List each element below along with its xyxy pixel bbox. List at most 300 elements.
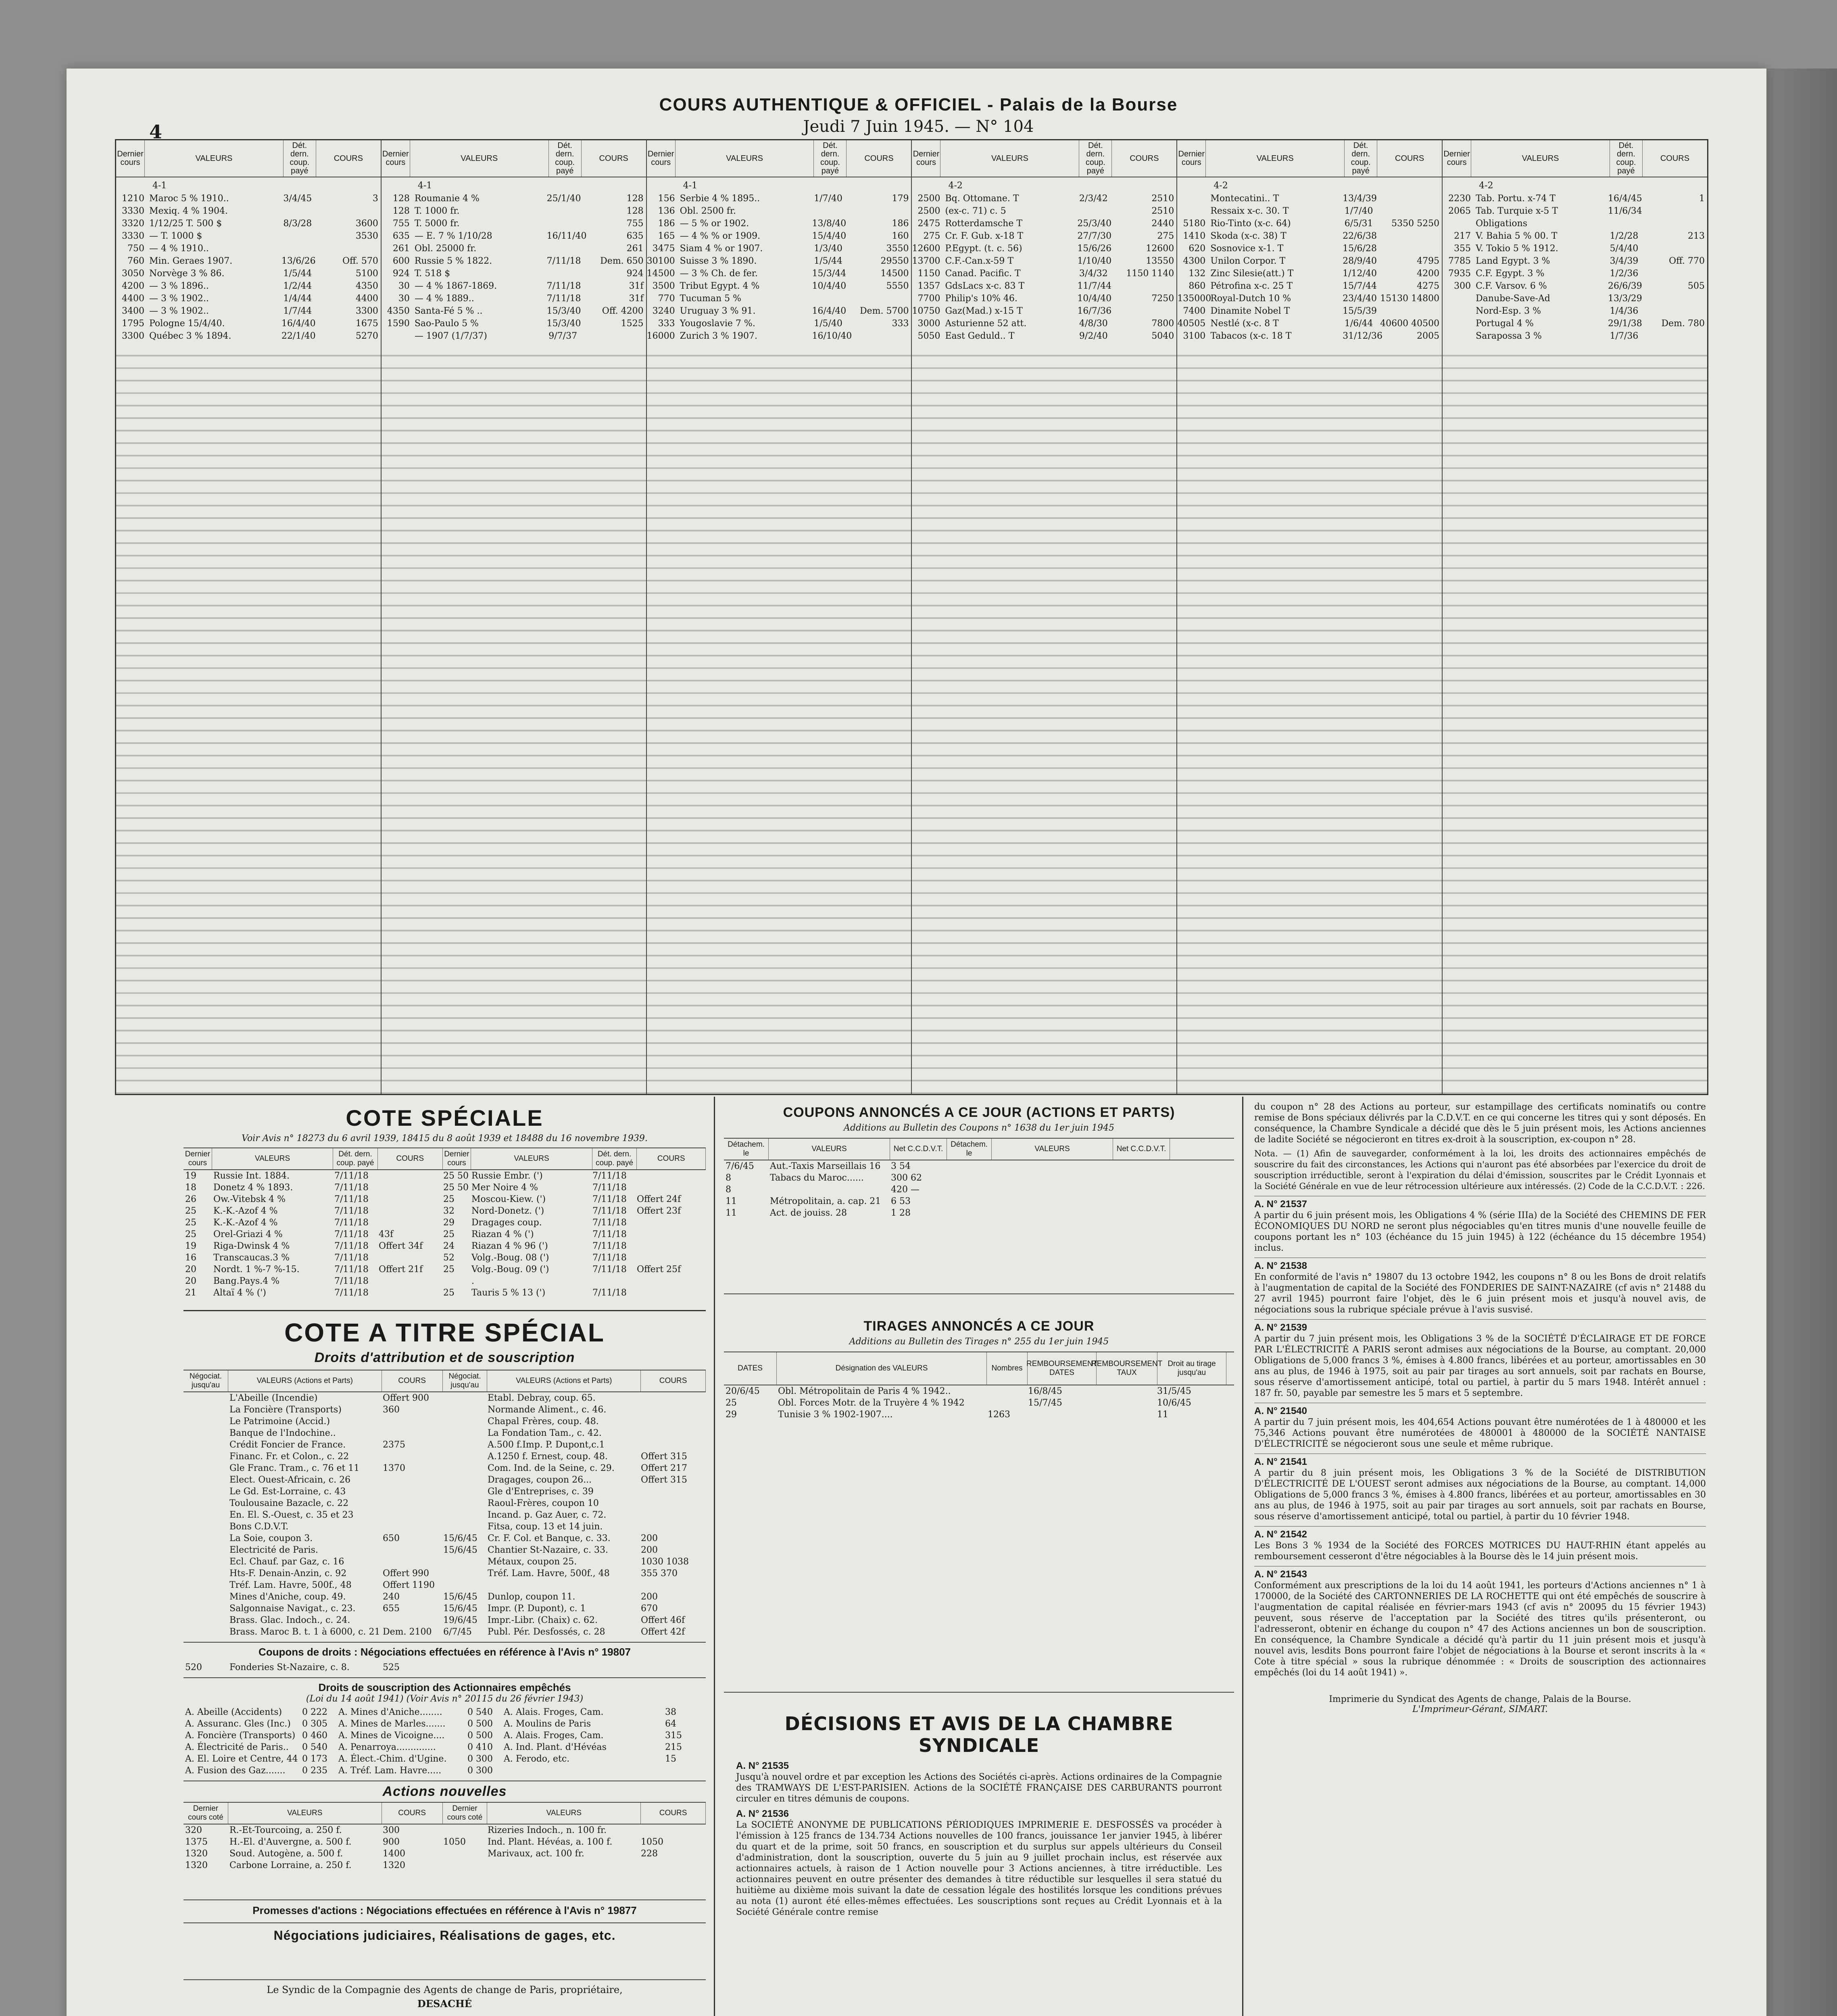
table-cell: Com. Ind. de la Seine, c. 29. bbox=[488, 1463, 615, 1473]
table-cell bbox=[183, 1533, 228, 1544]
tirages-table bbox=[724, 1385, 1234, 1693]
price-cell: Tabacos (x-c. 18 T bbox=[1210, 331, 1292, 341]
price-row bbox=[382, 330, 646, 342]
table-cell: Cr. F. Col. et Banque, c. 33. bbox=[488, 1533, 611, 1543]
table-cell: 1263 bbox=[988, 1410, 1010, 1420]
price-cell: 3550 bbox=[886, 244, 909, 254]
dense-rows-texture bbox=[1177, 347, 1442, 1094]
price-cell bbox=[314, 242, 381, 255]
page-number: 4 bbox=[149, 121, 163, 143]
tirages-header bbox=[724, 1352, 1234, 1385]
price-cell: Skoda (x-c. 38) T bbox=[1210, 231, 1287, 241]
tirages-title: TIRAGES ANNONCÉS A CE JOUR bbox=[863, 1318, 1095, 1334]
table-cell bbox=[183, 1439, 228, 1451]
page-shadow-edge bbox=[1766, 69, 1837, 2016]
price-cell: 5270 bbox=[355, 331, 378, 341]
price-cell: Pologne 15/4/40. bbox=[149, 319, 225, 329]
table-cell bbox=[442, 1439, 486, 1451]
table-cell: Bons C.D.V.T. bbox=[229, 1522, 289, 1532]
avis-text: En conformité de l'avis n° 19807 du 13 octobre 1942, les coupons n° 8 ou les Bons de droit relatifs à l'augmentation de capital de la Société des FONDERIES DE SAINT-NAZAIRE (cf avis n° 21488 du 27 avril 1945) pourront faire l'objet, dès le 6 juin présent mois et jusqu'à nouvel avis, de négociations sous la rubrique spéciale prévue à l'avis susvisé. bbox=[1254, 1272, 1706, 1315]
price-row bbox=[1177, 230, 1442, 242]
column-header-cell: Dernier cours bbox=[1177, 140, 1206, 177]
table-cell: 900 bbox=[383, 1837, 400, 1847]
table-cell: 7/11/18 bbox=[592, 1288, 627, 1298]
price-cell: Serbie 4 % 1895.. bbox=[680, 194, 760, 204]
table-cell: 18 bbox=[185, 1183, 196, 1193]
cote-titre-special-row bbox=[183, 1603, 706, 1614]
price-row bbox=[116, 305, 381, 317]
price-cell: Russie 5 % 1822. bbox=[414, 256, 492, 266]
avis-label: A. N° 21538 bbox=[1254, 1258, 1706, 1272]
price-cell: 13/8/40 bbox=[812, 219, 847, 229]
price-cell: 1795 bbox=[122, 319, 144, 329]
price-cell: 23/4/40 bbox=[1343, 294, 1377, 304]
price-cell: 15/7/44 bbox=[1343, 281, 1377, 291]
price-cell: 13/4/39 bbox=[1343, 194, 1377, 204]
table-cell: Carbone Lorraine, a. 250 f. bbox=[229, 1860, 352, 1870]
column-header-cell: COURS bbox=[864, 154, 894, 163]
price-cell: T. 1000 fr. bbox=[414, 206, 460, 216]
imprimeur-line: L'Imprimeur-Gérant, SIMART. bbox=[1412, 1704, 1548, 1714]
table-cell: Tréf. Lam. Havre, 500f., 48 bbox=[229, 1580, 352, 1590]
table-cell bbox=[635, 1287, 704, 1299]
price-row bbox=[116, 255, 381, 267]
price-cell: 924 bbox=[626, 269, 644, 279]
coupons-annonces-table bbox=[724, 1160, 1234, 1294]
price-cell bbox=[1375, 230, 1442, 242]
column-header-cell: VALEURS bbox=[676, 140, 814, 177]
table-cell bbox=[639, 1416, 704, 1427]
table-cell: 0 235 bbox=[302, 1766, 327, 1776]
price-cell: Sao-Paulo 5 % bbox=[414, 319, 479, 329]
table-cell: 7/11/18 bbox=[334, 1183, 369, 1193]
coupons-droits-row bbox=[183, 1662, 706, 1673]
masthead-date: Jeudi 7 Juin 1945. — N° 104 bbox=[803, 117, 1034, 136]
table-header-cell: VALEURS bbox=[471, 1148, 592, 1169]
price-row bbox=[647, 305, 911, 317]
price-column bbox=[912, 140, 1177, 1094]
table-cell bbox=[183, 1579, 228, 1591]
table-cell: Aut.-Taxis Marseillais 16 bbox=[770, 1161, 881, 1171]
price-cell: 1 bbox=[1699, 194, 1705, 204]
price-row bbox=[1443, 305, 1707, 317]
table-cell: Offert 217 bbox=[641, 1463, 688, 1473]
avis-text: Conformément aux prescriptions de la loi du 14 août 1941, les porteurs d'Actions anciennes n° 1 à 170000, de la Société des CARTONNERIES DE LA ROCHETTE qui ont été empêchés de souscrire à l'augmentation de capital réalisée en février-mars 1943 (cf avis n° 20095 du 15 février 1943) peuvent, sous réserve de l'acceptation par la Société des titres qu'ils présenteront, ou l'adresseront, obtenir en échange du coupon n° 47 des Actions anciennes un bon de souscription. En conséquence, la Chambre Syndicale a décidé qu'à partir du 11 juin présent mois et jusqu'à nouvel avis, lesdits Bons pourront faire l'objet de négociations à la Bourse et seront inscrits à la « Cote à titre spécial » sous la rubrique dénommée : « Droits de souscription des actionnaires empêchés (loi du 14 août 1941) ». bbox=[1254, 1581, 1706, 1678]
table-cell: Gle Franc. Tram., c. 76 et 11 bbox=[229, 1463, 360, 1473]
price-cell: 4400 bbox=[355, 294, 378, 304]
table-cell bbox=[442, 1427, 486, 1439]
table-header-cell: COURS bbox=[641, 1803, 706, 1824]
table-cell: 6 53 bbox=[891, 1196, 911, 1206]
table-cell: 25 bbox=[185, 1206, 196, 1216]
price-row bbox=[647, 317, 911, 330]
table-cell bbox=[183, 1509, 228, 1521]
price-cell: 2230 bbox=[1448, 194, 1471, 204]
table-cell: Offert 21f bbox=[379, 1264, 423, 1275]
table-cell: 19/6/45 bbox=[443, 1615, 477, 1625]
masthead-title: COURS AUTHENTIQUE & OFFICIEL - Palais de la Bourse bbox=[659, 95, 1178, 115]
price-cell: 128 bbox=[392, 194, 410, 204]
column-header-cell: Dét. dern. coup. payé bbox=[1079, 140, 1112, 177]
price-cell: 29/1/38 bbox=[1608, 319, 1642, 329]
table-cell: Chapal Frères, coup. 48. bbox=[488, 1416, 599, 1427]
table-cell: Offert 315 bbox=[641, 1475, 688, 1485]
price-cell bbox=[547, 267, 579, 280]
table-cell: L'Abeille (Incendie) bbox=[229, 1393, 318, 1403]
dense-rows-texture bbox=[116, 347, 381, 1094]
right-nota: Nota. — (1) Afin de sauvegarder, conformément à la loi, les droits des actionnaires empêchés de souscrire du fait des circonstances, les Actions qui n'auront pas été absorbées par l'exercice du droit de souscription irréductible, seront à l'expiration du délai d'émission, souscrites par le Crédit Lyonnais et la Société Générale en vue de leur rétrocession ultérieure aux intéressés. (2) Code de la C.C.D.V.T. : 226. bbox=[1254, 1149, 1706, 1191]
price-cell: 156 bbox=[658, 194, 675, 204]
cote-speciale-row bbox=[183, 1264, 706, 1275]
dense-rows-texture bbox=[647, 347, 911, 1094]
droits-souscription-row bbox=[183, 1706, 706, 1718]
table-cell: Dem. 2100 bbox=[383, 1627, 432, 1637]
table-cell: 1320 bbox=[383, 1860, 405, 1870]
column-header-cell: Dernier cours bbox=[647, 140, 676, 177]
price-cell: 261 bbox=[626, 244, 644, 254]
table-header-cell: COURS bbox=[641, 1370, 706, 1391]
table-cell: 1320 bbox=[185, 1860, 208, 1870]
table-cell: 200 bbox=[641, 1533, 658, 1543]
price-row bbox=[1443, 242, 1707, 255]
table-cell: 7/11/18 bbox=[334, 1218, 369, 1228]
actions-nouvelles-row bbox=[183, 1848, 706, 1860]
price-cell bbox=[1443, 330, 1473, 342]
table-cell bbox=[635, 1252, 704, 1264]
table-cell bbox=[442, 1497, 486, 1509]
price-column bbox=[647, 140, 912, 1094]
table-header-cell: Dét. dern. coup. payé bbox=[592, 1148, 637, 1169]
table-cell bbox=[183, 1404, 228, 1416]
table-cell: Incand. p. Gaz Auer, c. 72. bbox=[488, 1510, 607, 1520]
cote-titre-special-row bbox=[183, 1544, 706, 1556]
price-cell: 7/11/18 bbox=[546, 281, 581, 291]
table-header-cell: Détachem. le bbox=[724, 1139, 769, 1160]
cote-titre-special-row bbox=[183, 1392, 706, 1404]
price-row bbox=[647, 255, 911, 267]
syndic-line: Le Syndic de la Compagnie des Agents de change de Paris, propriétaire, bbox=[267, 1984, 623, 1995]
price-row bbox=[1177, 292, 1442, 305]
price-cell: 1590 bbox=[387, 319, 410, 329]
table-cell: 25 bbox=[443, 1194, 455, 1204]
cote-speciale-row bbox=[183, 1275, 706, 1287]
price-row bbox=[116, 330, 381, 342]
cote-titre-special-row bbox=[183, 1486, 706, 1497]
table-cell: La Fondation Tam., c. 42. bbox=[488, 1428, 602, 1438]
price-cell: 4400 bbox=[122, 294, 144, 304]
price-row bbox=[382, 242, 646, 255]
price-cell: 16/7/36 bbox=[1077, 306, 1112, 316]
table-cell: 1050 bbox=[443, 1837, 466, 1847]
column-header-cell: VALEURS bbox=[940, 140, 1079, 177]
table-cell: Offert 46f bbox=[641, 1615, 685, 1625]
table-cell bbox=[183, 1486, 228, 1497]
table-header-cell: Dernier cours bbox=[183, 1148, 212, 1169]
table-cell bbox=[486, 1579, 639, 1591]
table-cell: 29 bbox=[726, 1410, 737, 1420]
table-cell: Rizeries Indoch., n. 100 fr. bbox=[488, 1825, 607, 1835]
table-header-cell: DATES bbox=[724, 1352, 777, 1385]
price-column bbox=[1177, 140, 1443, 1094]
table-cell bbox=[639, 1427, 704, 1439]
column-header bbox=[647, 140, 911, 177]
cote-titre-special-row bbox=[183, 1451, 706, 1462]
price-cell: 5/4/40 bbox=[1610, 244, 1639, 254]
price-cell: Gaz(Mad.) x-15 T bbox=[945, 306, 1023, 316]
price-cell: Santa-Fé 5 % .. bbox=[414, 306, 483, 316]
table-cell bbox=[946, 1160, 990, 1172]
price-row bbox=[1177, 317, 1442, 330]
price-cell: 300 bbox=[1454, 281, 1471, 291]
price-cell: Ressaix x-c. 30. T bbox=[1210, 206, 1289, 216]
price-cell: 1/7/36 bbox=[1610, 331, 1639, 341]
droits-souscription-row bbox=[183, 1730, 706, 1741]
price-row bbox=[647, 292, 911, 305]
table-cell bbox=[635, 1229, 704, 1240]
column-header bbox=[382, 140, 646, 177]
price-cell: 128 bbox=[626, 194, 644, 204]
table-cell bbox=[986, 1385, 1026, 1397]
price-row bbox=[1177, 267, 1442, 280]
table-cell: 360 bbox=[383, 1405, 400, 1415]
coupons-annonces-title: COUPONS ANNONCÉS A CE JOUR (ACTIONS ET PARTS) bbox=[783, 1105, 1175, 1120]
table-cell: 7/11/18 bbox=[334, 1253, 369, 1263]
price-cell: 14500 bbox=[880, 269, 909, 279]
cote-titre-special-row bbox=[183, 1404, 706, 1416]
table-cell: 0 460 bbox=[302, 1731, 327, 1741]
price-row bbox=[382, 305, 646, 317]
cote-speciale-row bbox=[183, 1217, 706, 1229]
table-header-cell: Net C.C.D.V.T. bbox=[890, 1139, 947, 1160]
table-cell: K.-K.-Azof 4 % bbox=[213, 1206, 278, 1216]
table-cell bbox=[377, 1275, 442, 1287]
price-row bbox=[1443, 317, 1707, 330]
price-cell: 5550 bbox=[886, 281, 909, 291]
price-cell: 31/12/36 bbox=[1343, 331, 1382, 341]
table-header-cell: Détachem. le bbox=[947, 1139, 992, 1160]
price-cell: 2475 bbox=[917, 219, 940, 229]
table-cell bbox=[442, 1474, 486, 1486]
table-cell bbox=[442, 1579, 486, 1591]
table-cell: 200 bbox=[641, 1545, 658, 1555]
coupons-annonces-note: Additions au Bulletin des Coupons n° 1638 du 1er juin 1945 bbox=[844, 1123, 1114, 1133]
table-cell: 8 bbox=[726, 1185, 731, 1195]
price-cell: Dinamite Nobel T bbox=[1210, 306, 1290, 316]
price-row bbox=[1177, 255, 1442, 267]
table-header-cell: VALEURS bbox=[487, 1803, 641, 1824]
price-cell: 3050 bbox=[122, 269, 144, 279]
price-cell: 15/3/40 bbox=[546, 319, 581, 329]
table-cell bbox=[442, 1416, 486, 1427]
price-cell: Rotterdamsche T bbox=[945, 219, 1023, 229]
table-cell: Obl. Forces Motr. de la Truyère 4 % 1942 bbox=[778, 1398, 965, 1408]
column-header-cell: VALEURS bbox=[1206, 140, 1345, 177]
price-row bbox=[1443, 192, 1707, 205]
price-cell: Min. Geraes 1907. bbox=[149, 256, 233, 266]
table-cell: A. Mines de Marles....... bbox=[338, 1719, 446, 1729]
table-cell bbox=[377, 1182, 442, 1193]
actions-nouvelles-row bbox=[183, 1836, 706, 1848]
table-cell: 16/8/45 bbox=[1028, 1386, 1062, 1396]
table-cell: 300 bbox=[383, 1825, 400, 1835]
table-cell bbox=[639, 1486, 704, 1497]
table-cell: Offert 42f bbox=[641, 1627, 685, 1637]
price-cell: 1/2/36 bbox=[1610, 269, 1639, 279]
table-cell: Crédit Foncier de France. bbox=[229, 1440, 346, 1450]
table-cell bbox=[183, 1392, 228, 1404]
price-cell: 2440 bbox=[1151, 219, 1174, 229]
table-cell bbox=[486, 1860, 639, 1871]
price-cell bbox=[1077, 205, 1109, 217]
price-cell: 3240 bbox=[652, 306, 675, 316]
price-cell: 16/4/45 bbox=[1608, 194, 1642, 204]
avis-text: A partir du 7 juin présent mois, les Obligations 3 % de la SOCIÉTÉ D'ÉCLAIRAGE ET DE FORCE PAR L'ÉLECTRICITÉ A PARIS seront admises aux négociations de la Bourse, au comptant. 20,000 Obligations de 5,000 francs 3 %, émises à 4.800 francs, libérées et au porteur, amortissables en 30 ans au plus, de 1946 à 1975, soit au pair par tirages au sort annuels, soit par rachats en Bourse, sous réserve d'amortissement anticipé, total ou partiel, à partir du 5 mars 1948. Intérêt annuel : 187 fr. 50, payable par semestre les 5 mars et 5 septembre. bbox=[1254, 1334, 1706, 1398]
cote-titre-special-title: COTE A TITRE SPÉCIAL bbox=[183, 1310, 706, 1347]
table-cell: 15/6/45 bbox=[443, 1592, 477, 1602]
price-cell: 5050 bbox=[917, 331, 940, 341]
column-header-cell: Dét. dern. coup. payé bbox=[284, 140, 316, 177]
column-subheading: 4-2 bbox=[1479, 181, 1493, 191]
price-cell: 4300 bbox=[1183, 256, 1206, 266]
table-cell: A. Tréf. Lam. Havre..... bbox=[338, 1766, 442, 1776]
price-cell: — 3 % 1902.. bbox=[149, 306, 209, 316]
table-cell bbox=[1111, 1172, 1168, 1184]
table-header-cell: VALEURS bbox=[769, 1139, 890, 1160]
table-cell bbox=[183, 1568, 228, 1579]
table-header-cell: Droit au tirage jusqu'au bbox=[1157, 1352, 1226, 1385]
price-cell: 1210 bbox=[122, 194, 144, 204]
table-cell bbox=[377, 1193, 442, 1205]
price-cell: 2500 bbox=[917, 194, 940, 204]
price-row bbox=[647, 242, 911, 255]
column-header-cell: Dernier cours bbox=[382, 140, 410, 177]
price-cell: Philip's 10% 46. bbox=[945, 294, 1018, 304]
table-cell: 0 305 bbox=[302, 1719, 327, 1729]
table-cell: Salgonnaise Navigat., c. 23. bbox=[229, 1604, 356, 1614]
table-cell: A. Alais. Froges, Cam. bbox=[504, 1707, 604, 1717]
price-cell: 4200 bbox=[1417, 269, 1440, 279]
table-cell: 0 500 bbox=[467, 1719, 493, 1729]
table-cell: Dragages coup. bbox=[471, 1218, 542, 1228]
price-cell: Obligations bbox=[1476, 219, 1528, 229]
price-cell: 25/1/40 bbox=[546, 194, 581, 204]
price-cell: 1/6/44 bbox=[1344, 319, 1373, 329]
price-row bbox=[116, 317, 381, 330]
table-cell bbox=[1095, 1397, 1155, 1409]
price-row bbox=[647, 280, 911, 292]
price-cell bbox=[1640, 305, 1707, 317]
price-cell bbox=[844, 330, 911, 342]
price-cell bbox=[1109, 280, 1176, 292]
table-header-cell: Nombres bbox=[987, 1352, 1028, 1385]
avis-text: A partir du 7 juin présent mois, les 404,654 Actions pouvant être numérotées de 1 à 480000 et les 75,346 Actions pouvant être numérotées de 480001 à 480000 de la SOCIÉTÉ NANTAISE D'ÉLECTRICITÉ se négocieront sous une seule et même rubrique. bbox=[1254, 1417, 1706, 1449]
price-cell: P.Egypt. (t. c. 56) bbox=[945, 244, 1022, 254]
table-cell: 25 bbox=[185, 1229, 196, 1239]
price-cell: 333 bbox=[892, 319, 909, 329]
cote-speciale-row bbox=[183, 1240, 706, 1252]
table-cell: 7/11/18 bbox=[334, 1229, 369, 1239]
price-cell: 179 bbox=[892, 194, 909, 204]
promesses-line: Promesses d'actions : Négociations effectuées en référence à l'Avis n° 19877 bbox=[252, 1904, 637, 1916]
separator-right bbox=[1242, 1097, 1243, 2016]
price-cell: 4350 bbox=[387, 306, 410, 316]
table-cell bbox=[442, 1451, 486, 1462]
table-cell bbox=[635, 1217, 704, 1229]
table-cell: Russie Embr. (') bbox=[471, 1171, 543, 1181]
table-cell: 25 bbox=[443, 1264, 455, 1275]
price-cell: 30100 bbox=[646, 256, 675, 266]
table-cell: 43f bbox=[379, 1229, 394, 1239]
price-cell: 5350 5250 bbox=[1391, 219, 1440, 229]
table-cell: Financ. Fr. et Colon., c. 22 bbox=[229, 1452, 349, 1462]
avis-21535-text: Jusqu'à nouvel ordre et par exception les Actions des Sociétés ci-après. Actions ordinaires de la Compagnie des TRAMWAYS DE L'EST-PARISIEN. Actions de la SOCIÉTÉ FRANÇAISE DES CARBURANTS pourront circuler en titres démunis de coupons. bbox=[736, 1772, 1222, 1804]
table-cell: 520 bbox=[185, 1662, 202, 1672]
price-row bbox=[912, 292, 1176, 305]
table-cell: Brass. Glac. Indoch., c. 24. bbox=[229, 1615, 350, 1625]
table-cell bbox=[442, 1486, 486, 1497]
table-cell bbox=[381, 1474, 442, 1486]
table-cell: Ind. Plant. Hévéas, a. 100 f. bbox=[488, 1837, 613, 1847]
price-cell: 2510 bbox=[1151, 194, 1174, 204]
price-cell: 755 bbox=[626, 219, 644, 229]
table-header-cell: COURS bbox=[382, 1370, 443, 1391]
price-row bbox=[1443, 267, 1707, 280]
price-cell: 3500 bbox=[652, 281, 675, 291]
table-cell bbox=[639, 1579, 704, 1591]
table-cell bbox=[381, 1497, 442, 1509]
price-cell: 12600 bbox=[912, 244, 940, 254]
price-cell bbox=[547, 205, 579, 217]
price-cell: 2065 bbox=[1448, 206, 1471, 216]
left-lower-section bbox=[183, 1097, 706, 2016]
price-cell: 5180 bbox=[1183, 219, 1206, 229]
table-cell: 11 bbox=[1157, 1410, 1168, 1420]
price-cell: Montecatini.. T bbox=[1210, 194, 1279, 204]
price-cell: 31f bbox=[629, 281, 644, 291]
price-cell: 213 bbox=[1687, 231, 1705, 241]
table-cell: Etabl. Debray, coup. 65. bbox=[488, 1393, 596, 1403]
cote-speciale-row bbox=[183, 1193, 706, 1205]
column-subheading: 4-1 bbox=[417, 181, 432, 191]
table-cell: Mines d'Aniche, coup. 49. bbox=[229, 1592, 346, 1602]
table-header-cell: VALEURS (Actions et Parts) bbox=[487, 1370, 641, 1391]
table-cell bbox=[990, 1207, 1111, 1219]
price-cell: C.F. Varsov. 6 % bbox=[1476, 281, 1547, 291]
price-cell: (ex-c. 71) c. 5 bbox=[945, 206, 1006, 216]
table-cell: Tréf. Lam. Havre, 500f., 48 bbox=[488, 1568, 610, 1579]
price-row bbox=[1177, 280, 1442, 292]
price-cell: 1/12/25 T. 500 $ bbox=[149, 219, 222, 229]
price-cell: 16000 bbox=[646, 331, 675, 341]
table-cell bbox=[442, 1662, 704, 1673]
price-row bbox=[647, 267, 911, 280]
table-cell: 7/11/18 bbox=[334, 1288, 369, 1298]
price-cell: T. 518 $ bbox=[414, 269, 450, 279]
table-cell: 15/6/45 bbox=[443, 1604, 477, 1614]
price-cell: 924 bbox=[392, 269, 410, 279]
cote-titre-special-table bbox=[183, 1392, 706, 1638]
cote-titre-special-row bbox=[183, 1533, 706, 1544]
table-cell: Brass. Maroc B. t. 1 à 6000, c. 21 bbox=[229, 1627, 380, 1637]
price-cell: 15/5/39 bbox=[1343, 306, 1377, 316]
price-cell bbox=[1375, 205, 1442, 217]
table-cell bbox=[639, 1509, 704, 1521]
price-cell: Off. 770 bbox=[1669, 256, 1705, 266]
table-cell bbox=[946, 1172, 990, 1184]
table-cell: A. Ferodo, etc. bbox=[504, 1754, 570, 1764]
table-cell: 7/11/18 bbox=[334, 1241, 369, 1251]
column-header-cell: VALEURS bbox=[145, 140, 284, 177]
